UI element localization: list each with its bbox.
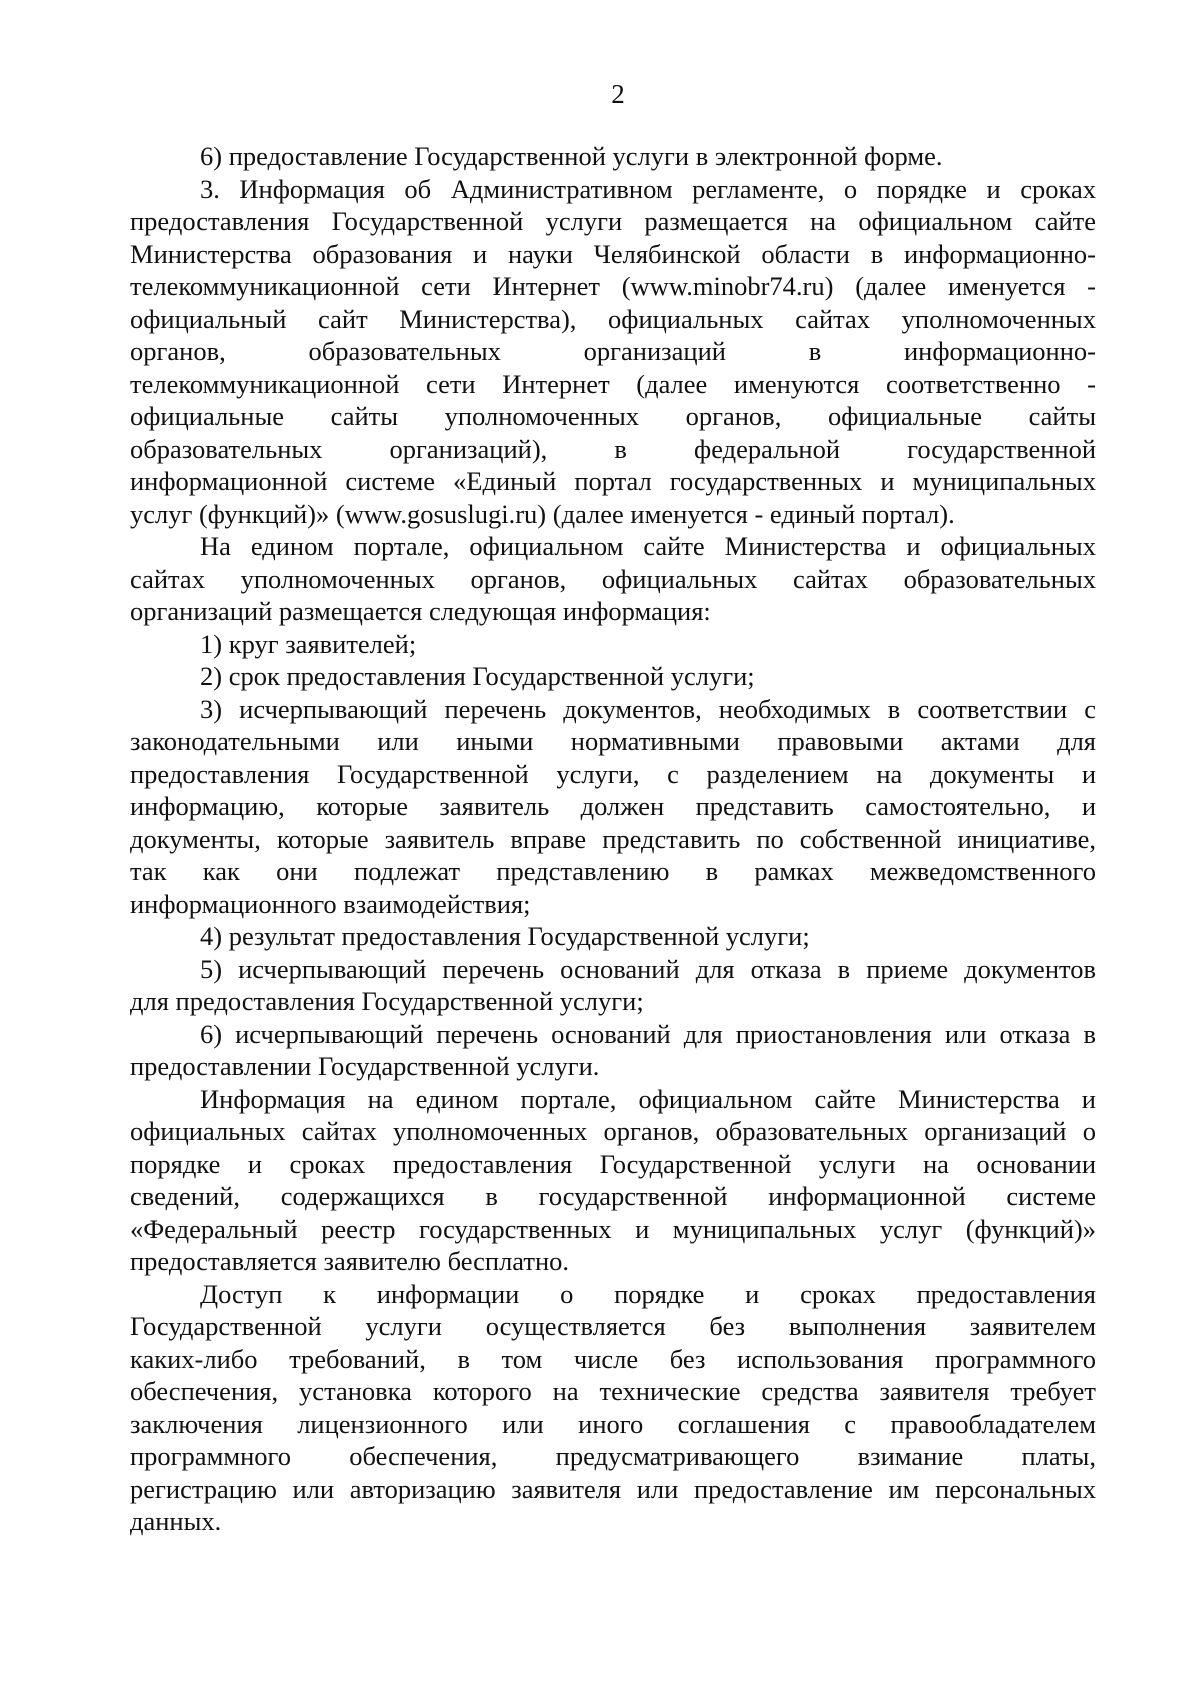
text-line: Государственной услуги осуществляется без выполнения заявителем [130,1311,1096,1341]
text-line: 3. Информация об Административном регламенте, о порядке и сроках [200,173,1096,204]
text-line: телекоммуникационной сети Интернет (www.minobr74.ru) (далее именуется - [130,271,1096,301]
text-line: для предоставления Государственной услуги; [130,986,644,1016]
text-line: программного обеспечения, предусматривающего взимание платы, [130,1441,1096,1471]
text-line: 4) результат предоставления Государственной услуги; [200,921,810,951]
text-line: данных. [130,1506,222,1536]
text-line: регистрацию или авторизацию заявителя или предоставление им персональных [130,1473,1096,1504]
text-line: предоставления Государственной услуги размещается на официальном сайте [130,206,1096,236]
text-line: сайтах уполномоченных органов, официальных сайтах образовательных [130,563,1096,594]
text-line: предоставления Государственной услуги, с разделением на документы и [130,758,1096,789]
text-line: информацию, которые заявитель должен представить самостоятельно, и [130,791,1096,821]
text-line: каких-либо требований, в том числе без использования программного [130,1343,1096,1374]
text-line: обеспечения, установка которого на технические средства заявителя требует [130,1376,1096,1406]
document-body [130,140,1096,1538]
text-line: заключения лицензионного или иного соглашения с правообладателем [130,1408,1096,1439]
text-line: Министерства образования и науки Челябинской области в информационно- [130,238,1096,269]
text-line: документы, которые заявитель вправе представить по собственной инициативе, [130,823,1096,854]
text-line: органов, образовательных организаций в информационно- [130,336,1096,366]
text-line: предоставлении Государственной услуги. [130,1051,600,1081]
text-line: телекоммуникационной сети Интернет (далее именуются соответственно - [130,368,1096,399]
text-line: Доступ к информации о порядке и сроках предоставления [200,1278,1096,1309]
text-line: организаций размещается следующая информация: [130,596,711,626]
page-number: 2 [611,79,625,109]
text-line: На едином портале, официальном сайте Министерства и официальных [200,531,1096,561]
text-line: Информация на едином портале, официальном сайте Министерства и [200,1083,1096,1114]
text-line: так как они подлежат представлению в рамках межведомственного [130,856,1096,886]
text-line: услуг (функций)» (www.gosuslugi.ru) (далее именуется - единый портал). [130,498,955,529]
text-line: образовательных организаций), в федеральной государственной [130,433,1096,464]
text-line: законодательными или иными нормативными правовыми актами для [130,726,1096,756]
text-line: «Федеральный реестр государственных и муниципальных услуг (функций)» [130,1213,1096,1244]
text-line: 5) исчерпывающий перечень оснований для отказа в приеме документов [200,953,1096,984]
text-line: официальных сайтах уполномоченных органов, образовательных организаций о [130,1116,1096,1146]
text-line: 6) исчерпывающий перечень оснований для приостановления или отказа в [200,1018,1096,1049]
text-line: 3) исчерпывающий перечень документов, необходимых в соответствии с [200,693,1096,724]
text-line: официальный сайт Министерства), официальных сайтах уполномоченных [130,303,1096,334]
text-line: 6) предоставление Государственной услуги в электронной форме. [200,141,943,171]
text-line: сведений, содержащихся в государственной информационной системе [130,1181,1096,1211]
text-line: официальные сайты уполномоченных органов, официальные сайты [130,401,1096,431]
text-line: 2) срок предоставления Государственной услуги; [200,661,755,691]
text-line: информационного взаимодействия; [130,888,531,919]
text-line: 1) круг заявителей; [200,628,417,659]
text-line: предоставляется заявителю бесплатно. [130,1246,570,1276]
text-line: порядке и сроках предоставления Государственной услуги на основании [130,1148,1096,1179]
text-line: информационной системе «Единый портал государственных и муниципальных [130,466,1096,496]
